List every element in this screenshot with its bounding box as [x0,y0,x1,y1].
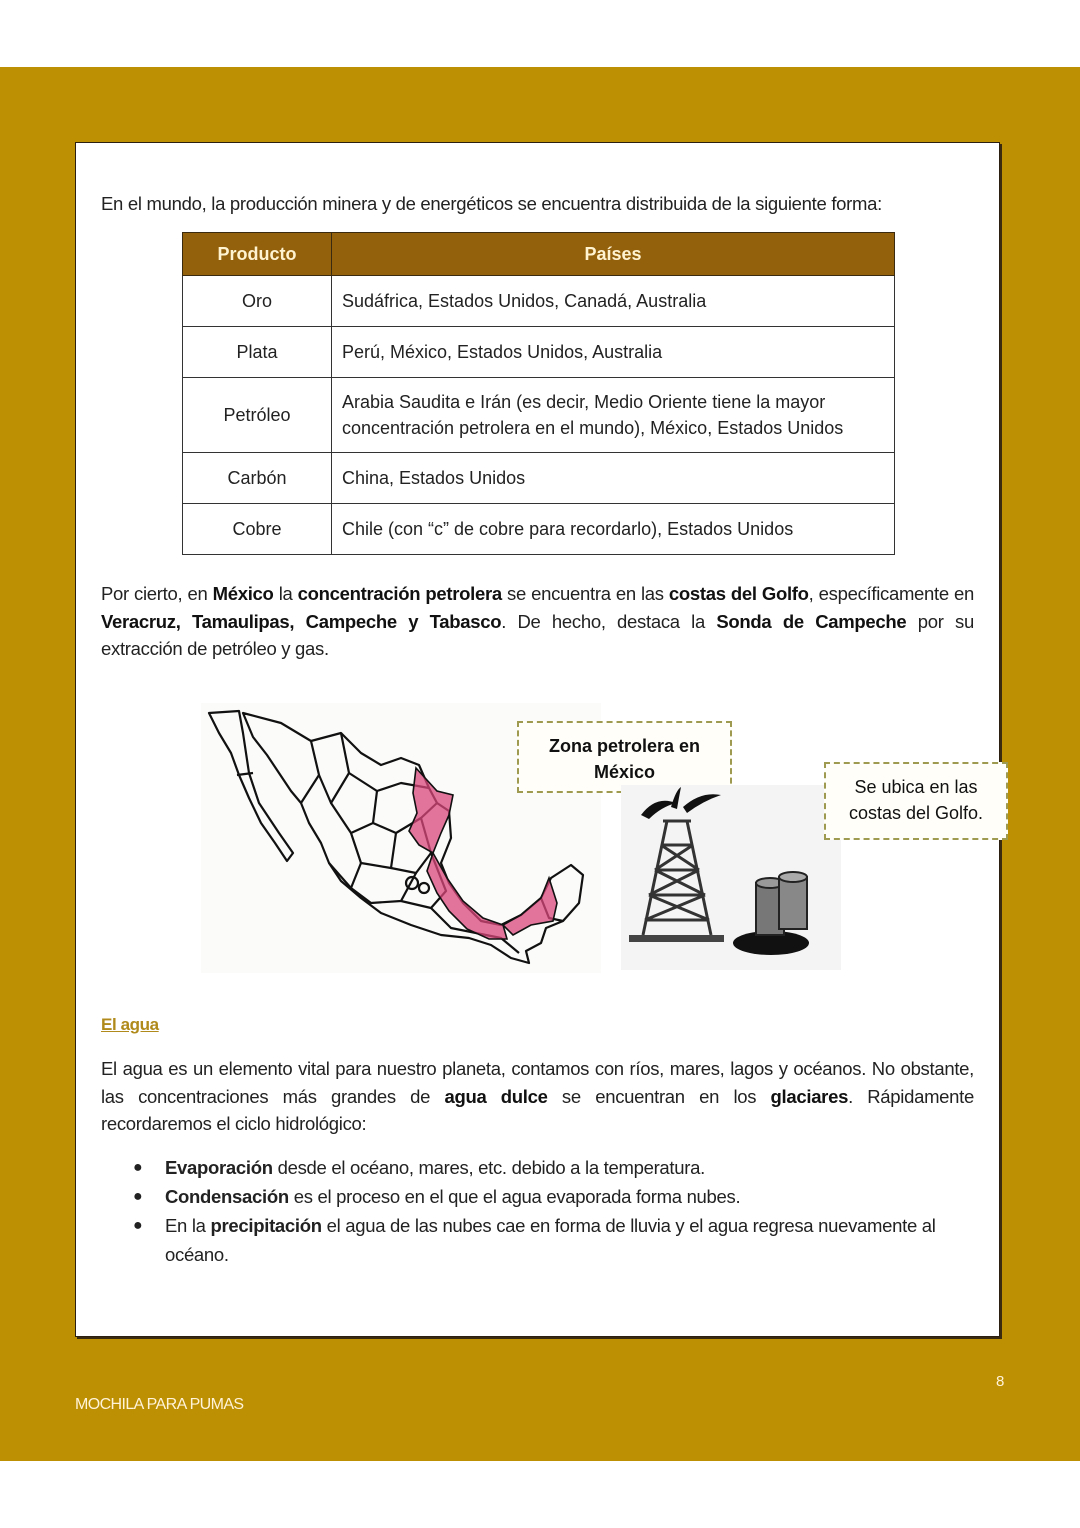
text: la [273,583,298,604]
text: es el proceso en el que el agua evaporada forma nubes. [288,1186,741,1207]
text: desde el océano, mares, etc. debido a la temperatura. [272,1157,705,1178]
table-row [183,378,895,453]
countries-cell: Arabia Saudita e Irán (es decir, Medio Oriente tiene la mayor concentración petrolera en el mundo), México, Estados Unidos [332,378,895,453]
header-product: Producto [183,233,332,276]
bold-text: concentración petrolera [297,583,502,604]
text: por su extracción de petróleo y gas. [101,610,974,659]
table-row [183,327,895,378]
oil-derrick-image [621,785,841,970]
list-item [101,1153,974,1182]
bullet-icon: ● [133,1217,143,1234]
text: En la [165,1215,211,1236]
bullet-icon: ● [133,1188,143,1205]
table-row [183,504,895,555]
water-heading: El agua [101,1015,159,1034]
oil-zone-label: Zona petrolera en México [517,721,732,793]
page-number: 8 [996,1373,1005,1390]
text: Por cierto, en [101,583,213,604]
intro-paragraph: En el mundo, la producción minera y de energéticos se encuentra distribuida de la siguiente forma: [101,193,882,214]
production-table [182,232,895,555]
bold-text: México [212,583,274,604]
countries-cell: China, Estados Unidos [332,453,895,504]
product-cell: Cobre [183,504,332,555]
list-item [101,1211,974,1269]
mexico-oil-paragraph [101,580,974,663]
text: el agua de las nubes cae en forma de lluvia y el agua regresa nuevamente al océano. [165,1215,936,1265]
product-cell: Petróleo [183,378,332,453]
water-cycle-list [101,1153,974,1269]
bold-text: Veracruz, Tamaulipas, Campeche y Tabasco [101,610,502,632]
list-item [101,1182,974,1211]
bold-text: precipitación [210,1215,322,1236]
water-paragraph [101,1055,974,1138]
bold-text: agua dulce [444,1085,548,1107]
footer-title: MOCHILA PARA PUMAS [75,1396,244,1413]
product-cell: Oro [183,276,332,327]
header-countries: Países [332,233,895,276]
text: . Rápidamente recordaremos el ciclo hidrológico: [101,1085,974,1134]
text: se encuentra en las [501,583,669,604]
table-header-row [183,233,895,276]
oil-zone-figure [201,703,984,978]
text: El agua es un elemento vital para nuestro planeta, contamos con ríos, mares, lagos y océanos. No obstante, las concentraciones más grandes de [101,1058,974,1107]
bold-text: costas del Golfo [668,583,809,604]
content-card [75,142,1000,1337]
bullet-icon: ● [133,1159,143,1176]
bold-text: glaciares [770,1085,849,1107]
text: se encuentran en los [547,1085,771,1107]
bold-text: Condensación [165,1186,289,1207]
countries-cell: Chile (con “c” de cobre para recordarlo), Estados Unidos [332,504,895,555]
table-row [183,276,895,327]
text: , específicamente en [808,583,975,604]
table-row [183,453,895,504]
bold-text: Evaporación [165,1157,273,1178]
product-cell: Plata [183,327,332,378]
text: . De hecho, destaca la [501,610,717,632]
bold-text: Sonda de Campeche [716,610,907,632]
product-cell: Carbón [183,453,332,504]
gulf-coast-label: Se ubica en las costas del Golfo. [824,762,1008,840]
countries-cell: Sudáfrica, Estados Unidos, Canadá, Australia [332,276,895,327]
countries-cell: Perú, México, Estados Unidos, Australia [332,327,895,378]
oil-derrick-icon [621,785,841,970]
